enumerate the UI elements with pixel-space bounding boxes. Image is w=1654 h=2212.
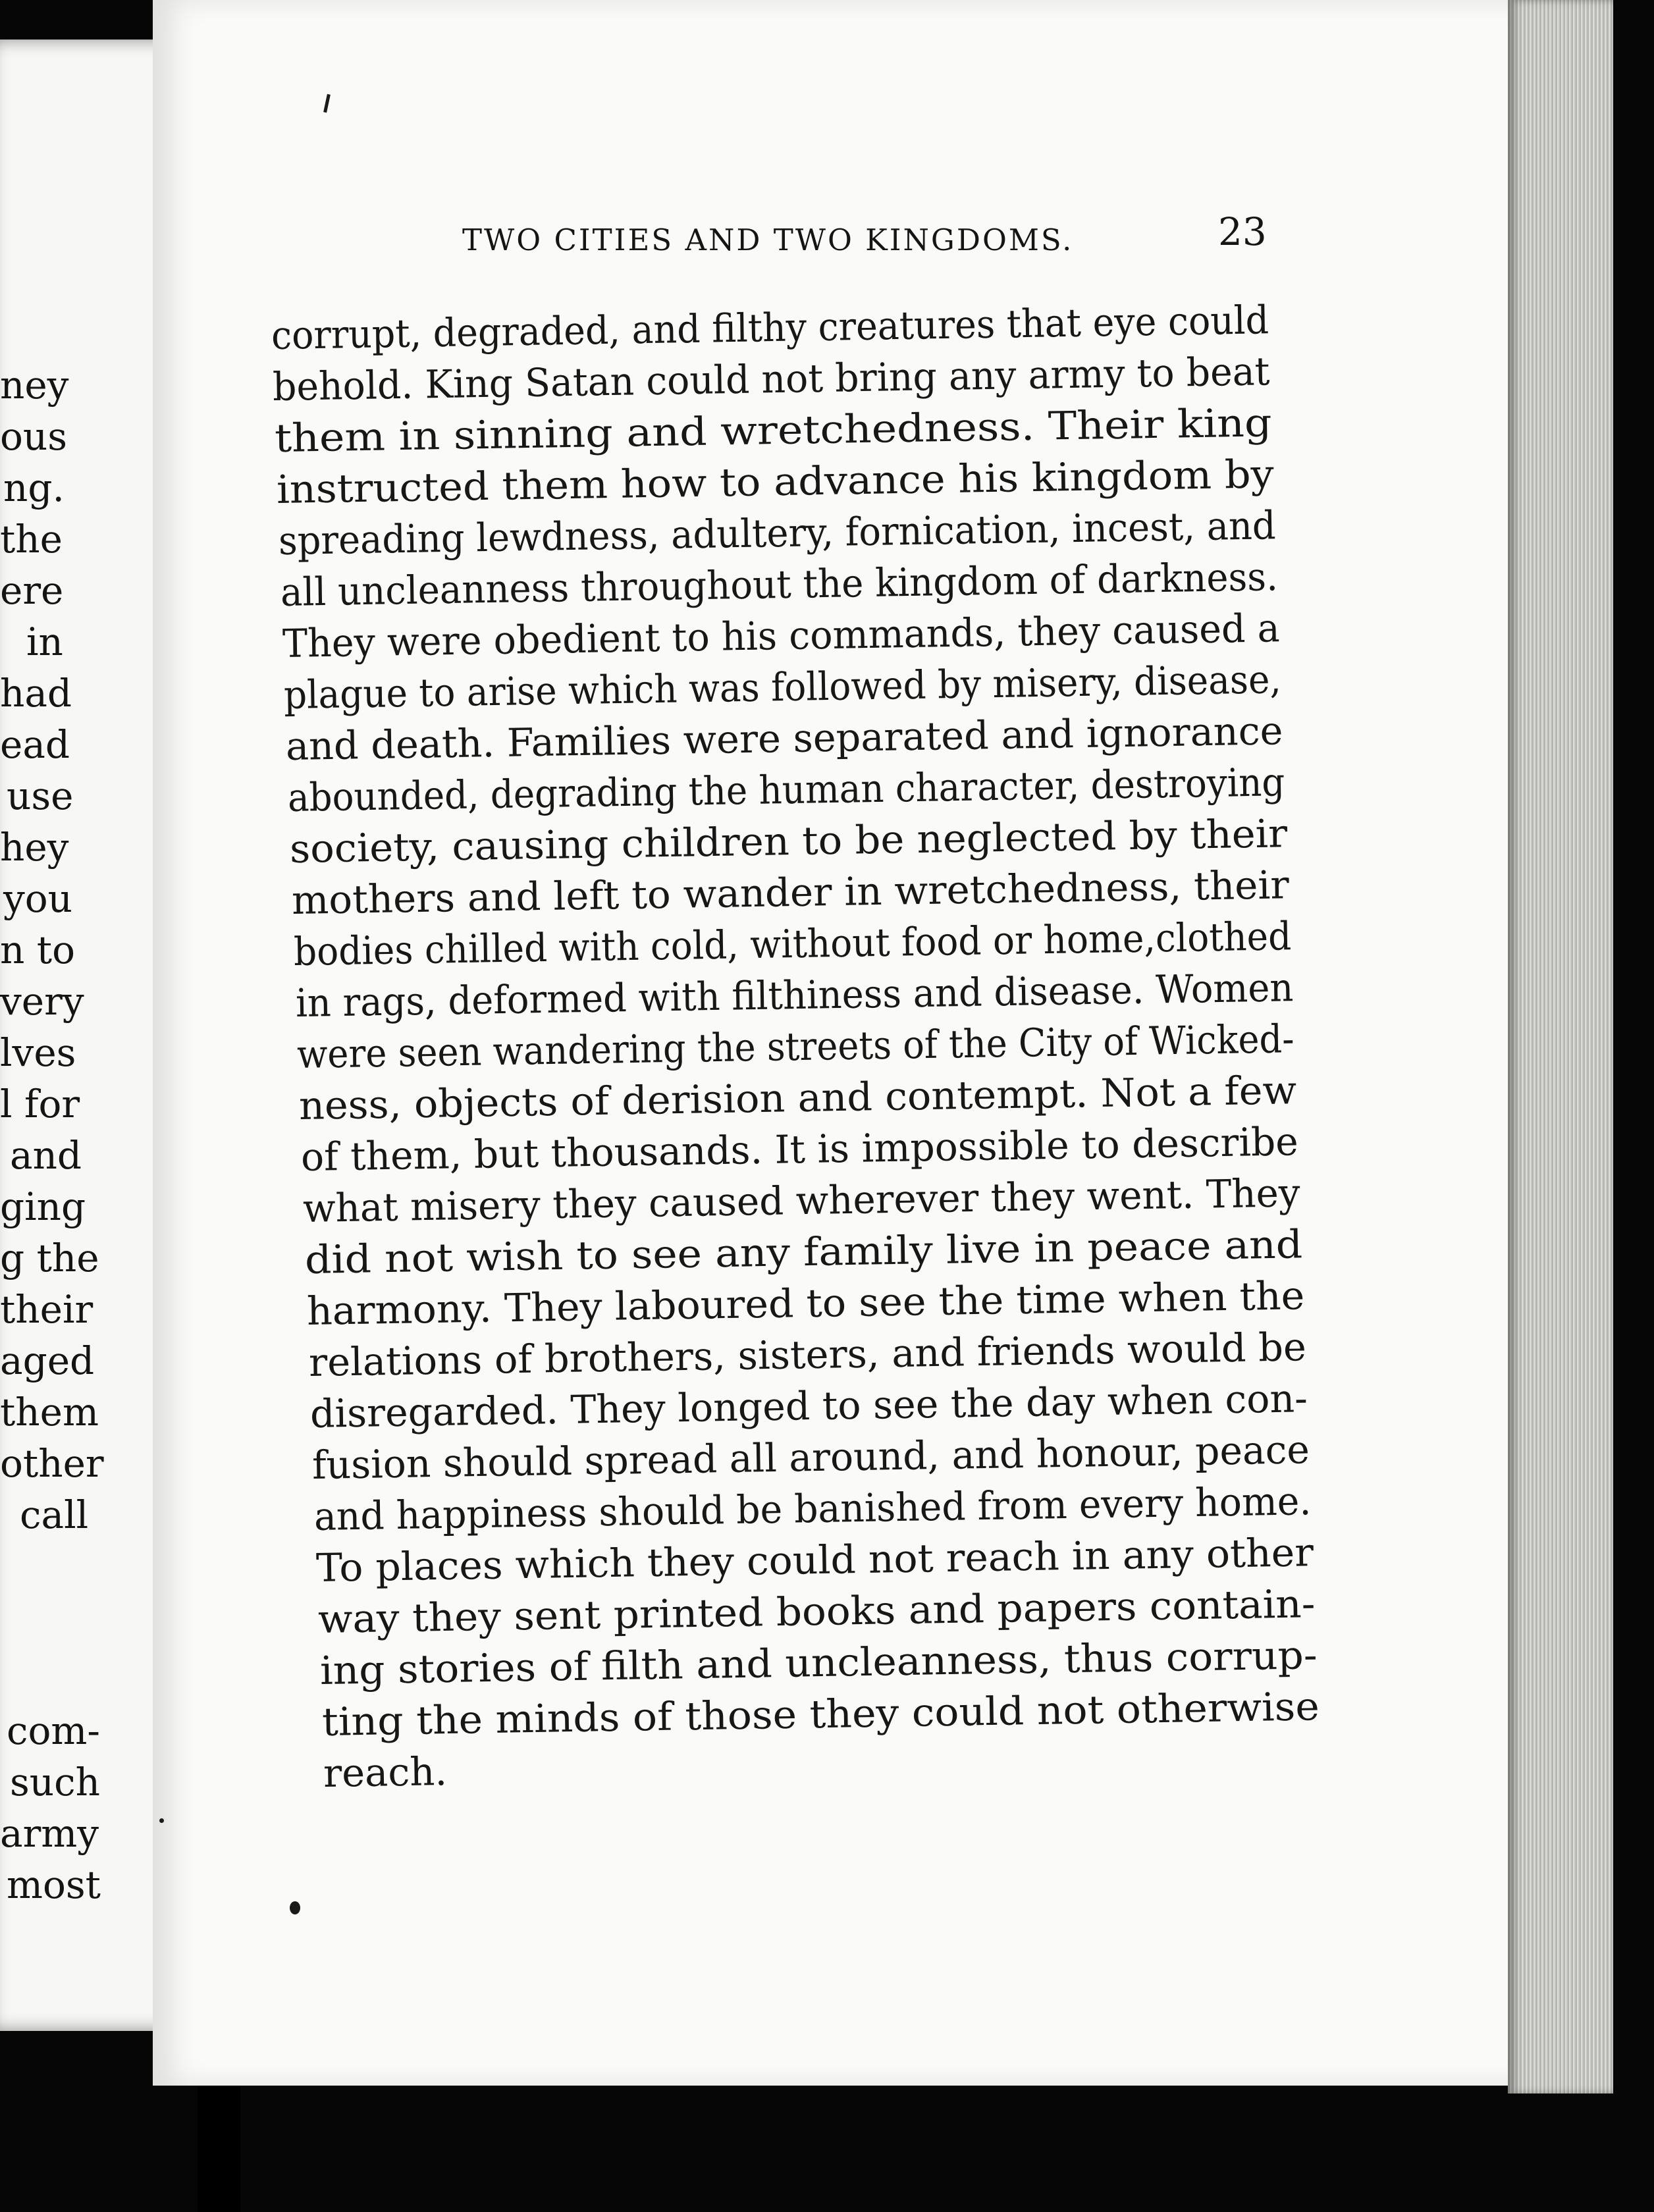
left-page-fragment: ead [0, 722, 70, 767]
left-page-fragment: their [0, 1287, 93, 1332]
left-page-fragment: and [10, 1133, 82, 1178]
body-line: society, causing children to be neglected by their [289, 810, 1288, 872]
body-line: reach. [323, 1749, 448, 1796]
left-page-fragment: them [0, 1390, 99, 1435]
body-line: what misery they caused wherever they went. They [302, 1170, 1301, 1231]
body-line: abounded, degrading the human character, destroying [287, 759, 1285, 820]
left-page-fragment: army [0, 1811, 99, 1856]
left-page-fragment: lves [0, 1030, 76, 1075]
body-line: and death. Families were separated and ignorance [285, 708, 1283, 769]
body-line: them in sinning and wretchedness. Their king [274, 400, 1273, 461]
body-line: instructed them how to advance his kingdom by [276, 451, 1275, 512]
body-line: were seen wandering the streets of the City of Wicked- [296, 1016, 1294, 1077]
left-page-fragment: ere [0, 568, 64, 613]
body-line: fusion should spread all around, and honour, peace [311, 1427, 1310, 1488]
left-page-fragment: you [3, 876, 73, 921]
body-line: in rags, deformed with filthiness and disease. Women [295, 964, 1294, 1026]
left-page-fragment: ney [0, 363, 69, 408]
body-line: and happiness should be banished from every home. [313, 1478, 1312, 1539]
body-line: behold. King Satan could not bring any army to beat [272, 348, 1270, 409]
body-line: ness, objects of derision and contempt. Not a few [298, 1067, 1297, 1128]
left-page-fragment: other [0, 1441, 104, 1486]
left-page-fragment: ous [0, 414, 68, 459]
body-line: bodies chilled with cold, without food or home,clothed [293, 913, 1292, 974]
left-page-fragment: such [10, 1760, 100, 1804]
left-page-fragment: aged [0, 1338, 95, 1383]
body-line: relations of brothers, sisters, and friends would be [308, 1324, 1307, 1385]
page-number: 23 [1218, 209, 1267, 254]
body-line: To places which they could not reach in any other [315, 1529, 1314, 1591]
body-line: spreading lewdness, adultery, fornication, incest, and [278, 502, 1277, 564]
left-page-fragment: n to [0, 928, 76, 972]
body-line: ting the minds of those they could not otherwise [321, 1683, 1320, 1745]
left-page-fragment: ging [0, 1184, 86, 1229]
left-page-fragment: call [20, 1492, 89, 1537]
body-line: mothers and left to wander in wretchedness, their [291, 862, 1290, 923]
left-page-fragment: g the [0, 1236, 99, 1280]
body-line: all uncleanness throughout the kingdom of darkness. [280, 554, 1279, 615]
left-page-fragment: use [7, 774, 74, 818]
body-line: plague to arise which was followed by misery, disease, [283, 656, 1282, 718]
left-page-fragment: ng. [3, 465, 65, 510]
body-line: harmony. They laboured to see the time when the [306, 1273, 1305, 1334]
left-page-fragment: the [0, 517, 63, 562]
body-line: disregarded. They longed to see the day when con- [309, 1375, 1308, 1436]
left-page-fragment: very [0, 979, 84, 1024]
left-page-fragment: in [26, 619, 63, 664]
body-line: did not wish to see any family live in peace and [304, 1221, 1303, 1282]
body-line: They were obedient to his commands, they caused a [282, 605, 1281, 666]
left-page-fragment: had [0, 671, 72, 716]
left-page-fragment: most [7, 1862, 101, 1907]
body-line: of them, but thousands. It is impossible to describe [300, 1119, 1299, 1180]
body-line: way they sent printed books and papers contain- [317, 1581, 1316, 1642]
body-line: ing stories of filth and uncleanness, thus corrup- [319, 1632, 1318, 1693]
running-head: TWO CITIES AND TWO KINGDOMS. [462, 223, 1074, 257]
body-line: corrupt, degraded, and filthy creatures that eye could [271, 297, 1269, 358]
left-page-fragment: l for [0, 1082, 80, 1126]
left-page-fragment: hey [0, 825, 69, 870]
left-page-fragment: com- [7, 1708, 100, 1753]
